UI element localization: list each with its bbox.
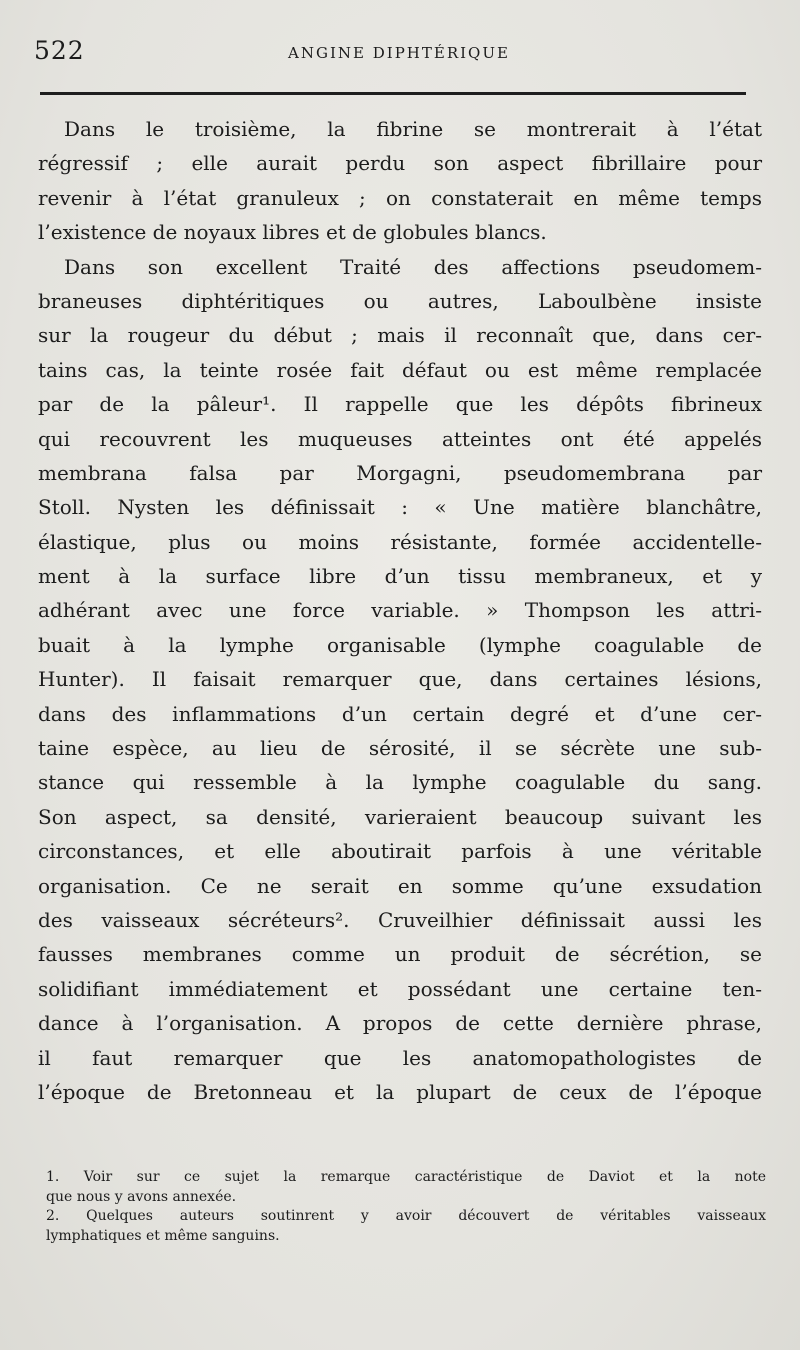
text-line: revenir à l’état granuleux ; on constaterait en même temps — [38, 185, 762, 210]
footnote-line: 1. Voir sur ce sujet la remarque caractéristique de Daviot et la note — [46, 1169, 766, 1185]
text-line: élastique, plus ou moins résistante, formée accidentelle- — [38, 529, 762, 554]
text-line: solidifiant immédiatement et possédant une certaine ten- — [38, 976, 762, 1001]
running-title: ANGINE DIPHTÉRIQUE — [288, 44, 510, 62]
text-line: taine espèce, au lieu de sérosité, il se sécrète une sub- — [38, 736, 762, 761]
text-line: l’époque de Bretonneau et la plupart de ceux de l’époque — [38, 1079, 762, 1104]
text-line: dance à l’organisation. A propos de cette dernière phrase, — [38, 1011, 762, 1036]
text-line: Dans son excellent Traité des affections pseudomem- — [64, 254, 762, 279]
footnotes — [46, 1168, 766, 1246]
text-line: dans des inflammations d’un certain degré et d’une cer- — [38, 701, 762, 726]
text-line: adhérant avec une force variable. » Thompson les attri- — [38, 598, 762, 623]
text-line: tains cas, la teinte rosée fait défaut ou est même remplacée — [38, 357, 762, 382]
text-line: ment à la surface libre d’un tissu membraneux, et y — [38, 564, 762, 589]
text-line: sur la rougeur du début ; mais il reconnaît que, dans cer- — [38, 323, 762, 348]
text-line: fausses membranes comme un produit de sécrétion, se — [38, 942, 762, 967]
page-number: 522 — [34, 36, 85, 65]
text-line: qui recouvrent les muqueuses atteintes ont été appelés — [38, 426, 762, 451]
text-line: Hunter). Il faisait remarquer que, dans certaines lésions, — [38, 667, 762, 692]
text-line: Stoll. Nysten les définissait : « Une matière blanchâtre, — [38, 495, 762, 520]
text-line: régressif ; elle aurait perdu son aspect fibrillaire pour — [38, 151, 762, 176]
text-line: organisation. Ce ne serait en somme qu’une exsudation — [38, 873, 762, 898]
page-header — [34, 36, 764, 76]
text-line: Son aspect, sa densité, varieraient beaucoup suivant les — [38, 804, 762, 829]
text-line: buait à la lymphe organisable (lymphe coagulable de — [38, 632, 762, 657]
text-line: il faut remarquer que les anatomopathologistes de — [38, 1045, 762, 1070]
text-line: membrana falsa par Morgagni, pseudomembrana par — [38, 460, 762, 485]
footnote-line: que nous y avons annexée. — [46, 1188, 237, 1205]
footnote-line: lymphatiques et même sanguins. — [46, 1227, 280, 1244]
text-line: par de la pâleur¹. Il rappelle que les dépôts fibrineux — [38, 392, 762, 417]
text-line: l’existence de noyaux libres et de globules blancs. — [38, 220, 547, 245]
text-line: stance qui ressemble à la lymphe coagulable du sang. — [38, 770, 762, 795]
body-text — [38, 112, 762, 1109]
header-rule — [40, 92, 746, 95]
text-line: Dans le troisième, la fibrine se montrerait à l’état — [64, 117, 762, 141]
footnote-line: 2. Quelques auteurs soutinrent y avoir découvert de véritables vaisseaux — [46, 1208, 766, 1224]
text-line: braneuses diphtéritiques ou autres, Laboulbène insiste — [38, 288, 762, 313]
text-line: des vaisseaux sécréteurs². Cruveilhier définissait aussi les — [38, 907, 762, 932]
text-line: circonstances, et elle aboutirait parfois à une véritable — [38, 839, 762, 864]
